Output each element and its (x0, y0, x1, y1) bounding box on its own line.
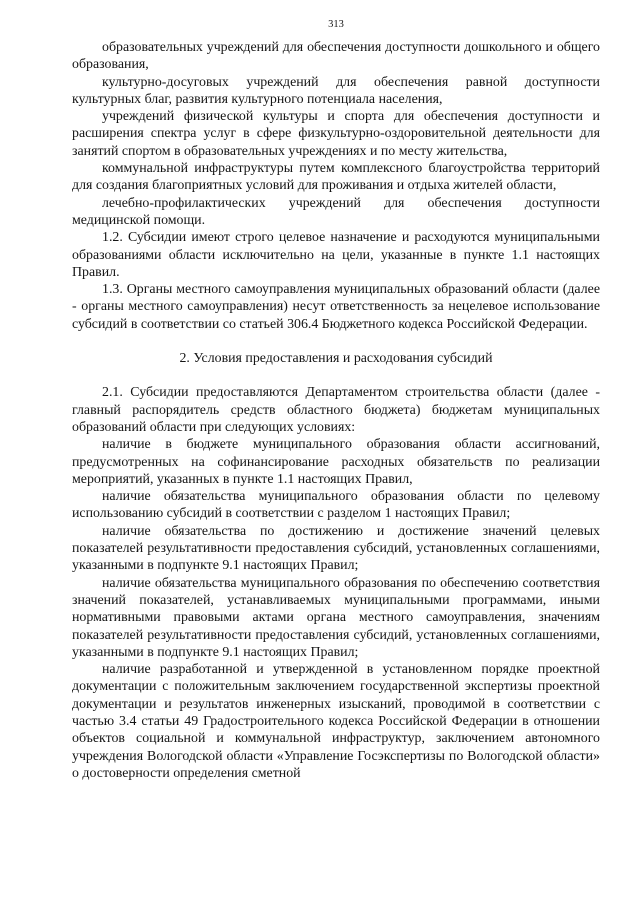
paragraph: наличие обязательства муниципального образования области по целевому использованию субсидий в соответствии с разделом 1 настоящих Правил; (72, 489, 600, 522)
paragraph: 1.2. Субсидии имеют строго целевое назначение и расходуются муниципальными образованиями области исключительно на цели, указанные в пункте 1.1 настоящих Правил. (72, 230, 600, 280)
section-heading: 2. Условия предоставления и расходования субсидий (179, 351, 493, 367)
paragraph: наличие обязательства по достижению и достижение значений целевых показателей результативности предоставления субсидий, установленных соглашениями, указанными в подпункте 9.1 настоящих Правил; (72, 523, 600, 574)
document-body (72, 39, 600, 782)
paragraph: лечебно-профилактических учреждений для обеспечения доступности медицинской помощи. (72, 195, 600, 228)
paragraph: наличие обязательства муниципального образования по обеспечению соответствия значений показателей, устанавливаемых муниципальными программами, иными нормативными правовыми актами органа местного самоуправления, значениям показателей результативности предоставления субсидий, установленных соглашениями, указанными в подпункте 9.1 настоящих Правил; (72, 575, 600, 660)
paragraph: 1.3. Органы местного самоуправления муниципальных образований области (далее - органы местного самоуправления) несут ответственность за нецелевое использование субсидий в соответствии со статьей 306.4 Бюджетного кодекса Российской Федерации. (72, 282, 600, 332)
page-number: 313 (328, 19, 344, 30)
paragraph: наличие разработанной и утвержденной в установленном порядке проектной документации с положительным заключением государственной экспертизы проектной документации и результатов инженерных изысканий, проводимой в соответствии с частью 3.4 статьи 49 Градостроительного кодекса Российской Федерации в отношении объектов социальной и коммунальной инфраструктур, заключением автономного учреждения Вологодской области «Управление Госэкспертизы по Вологодской области» о достоверности определения сметной (72, 662, 600, 781)
document-page (72, 0, 600, 905)
paragraph: образовательных учреждений для обеспечения доступности дошкольного и общего образования, (72, 40, 600, 73)
paragraph: культурно-досуговых учреждений для обеспечения равной доступности культурных благ, развития культурного потенциала населения, (72, 74, 600, 107)
paragraph: коммунальной инфраструктуры путем комплексного благоустройства территорий для создания благоприятных условий для проживания и отдыха жителей области, (72, 161, 600, 194)
paragraph: 2.1. Субсидии предоставляются Департаментом строительства области (далее - главный распорядитель средств областного бюджета) бюджетам муниципальных образований области при следующих условиях: (72, 385, 600, 435)
paragraph: наличие в бюджете муниципального образования области ассигнований, предусмотренных на софинансирование расходных обязательств по реализации мероприятий, указанных в пункте 1.1 настоящих Правил, (72, 437, 600, 487)
paragraph: учреждений физической культуры и спорта для обеспечения доступности и расширения спектра услуг в сфере физкультурно-оздоровительной деятельности для занятий спортом в образовательных учреждениях и по месту жительства, (72, 109, 600, 159)
